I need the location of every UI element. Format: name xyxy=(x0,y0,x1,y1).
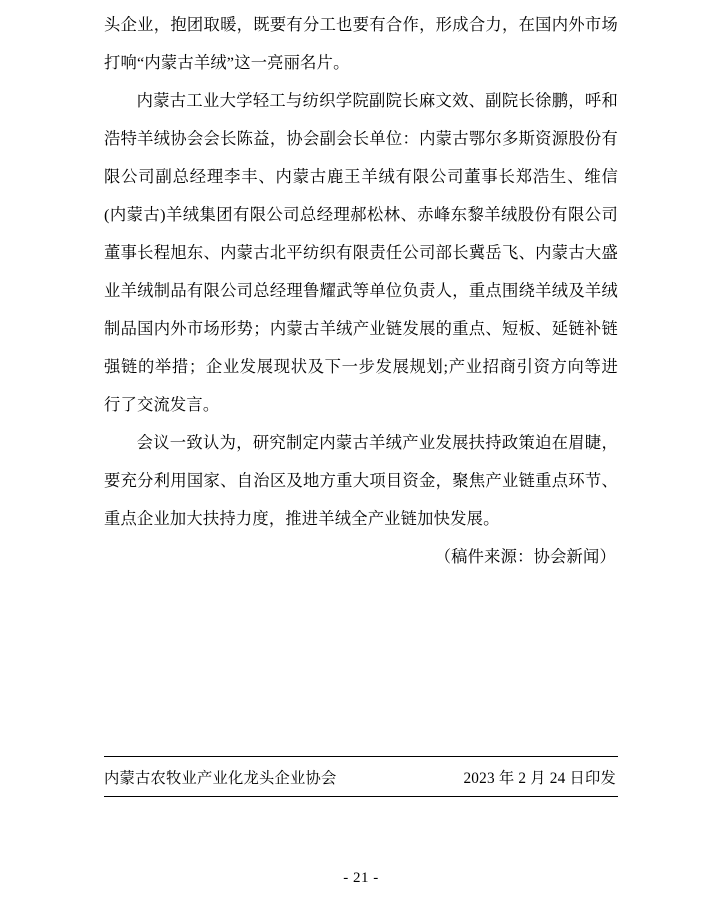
paragraph-participants: 内蒙古工业大学轻工与纺织学院副院长麻文效、副院长徐鹏，呼和浩特羊绒协会会长陈益，协会副会长单位：内蒙古鄂尔多斯资源股份有限公司副总经理李丰、内蒙古鹿王羊绒有限公司董事长郑浩生、维信(内蒙古)羊绒集团有限公司总经理郝松林、赤峰东黎羊绒股份有限公司董事长程旭东、内蒙古北平纺织有限责任公司部长冀岳飞、内蒙古大盛业羊绒制品有限公司总经理鲁耀武等单位负责人，重点围绕羊绒及羊绒制品国内外市场形势；内蒙古羊绒产业链发展的重点、短板、延链补链强链的举措；企业发展现状及下一步发展规划;产业招商引资方向等进行了交流发言。 xyxy=(104,91,618,414)
page-footer xyxy=(104,756,618,797)
footer-organization: 内蒙古农牧业产业化龙头企业协会 xyxy=(104,770,337,787)
footer-row xyxy=(104,757,618,796)
paragraph-continuation: 头企业，抱团取暖，既要有分工也要有合作，形成合力，在国内外市场打响“内蒙古羊绒”这一亮丽名片。 xyxy=(104,15,618,72)
footer-bottom-rule xyxy=(104,796,618,797)
paragraph-conclusion: 会议一致认为，研究制定内蒙古羊绒产业发展扶持政策迫在眉睫，要充分利用国家、自治区及地方重大项目资金，聚焦产业链重点环节、重点企业加大扶持力度，推进羊绒全产业链加快发展。 xyxy=(104,433,618,528)
document-body xyxy=(104,0,618,576)
source-attribution: （稿件来源：协会新闻） xyxy=(434,547,616,566)
footer-print-date: 2023 年 2 月 24 日印发 xyxy=(463,770,616,787)
page-number: - 21 - xyxy=(343,870,379,886)
